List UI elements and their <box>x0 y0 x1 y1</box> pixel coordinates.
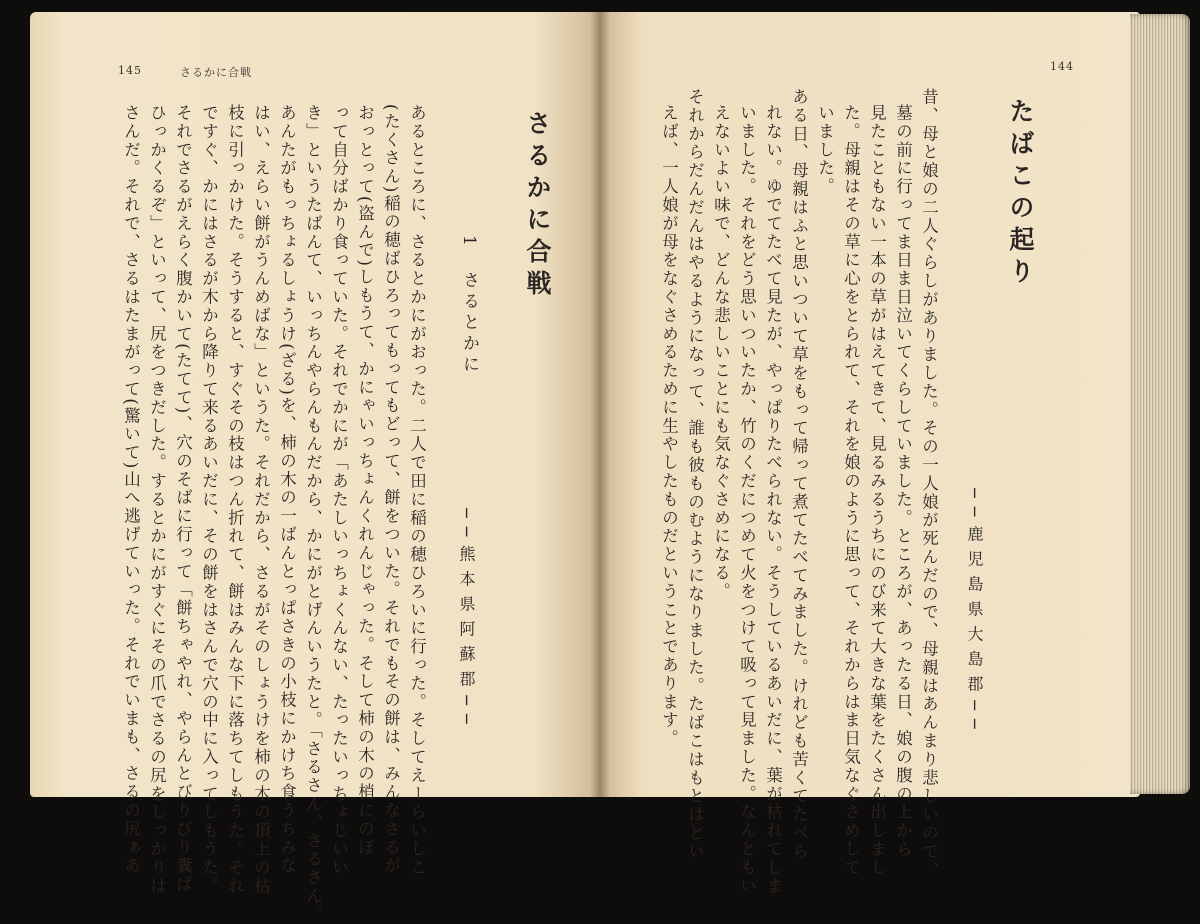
text-line-left: あんたがもっちょるしょうけ(ざる)を、柿の木の一ばんとっぱさきの小枝にかけち食うちみな <box>277 104 297 876</box>
story-title-right: たばこの起り <box>1006 98 1035 290</box>
text-line-right: それからだんだんはやるようになって、誰も彼ものむようになりました。たばこはもとはとい <box>685 88 705 861</box>
running-header-left: さるかに合戦 <box>180 66 252 79</box>
page-number-right: 144 <box>1050 60 1074 73</box>
text-line-right: えないよい味で、どんな悲しいことにも気なぐさめになる。 <box>711 104 731 601</box>
text-line-left: (たくさん)稲の穂ばひろってもってもどって、餅をついた。それでもその餅は、みんなさるが <box>381 104 401 876</box>
page-edges <box>1130 14 1190 794</box>
text-line-right: いました。 <box>815 104 835 196</box>
text-line-left: あるところに、さるとかにがおった。二人で田に稲の穂ひろいに行った。そしてえーらいしこ <box>407 104 427 877</box>
place-attribution-right: ──鹿児島県大島郡── <box>965 488 984 738</box>
text-line-right: れない。ゆでてたべて見たが、やっぱりたべられない。そうしているあいだに、葉が枯れてしま <box>763 104 783 896</box>
text-line-right: えば、一人娘が母をなぐさめるために生やしたものだということであります。 <box>659 104 679 748</box>
text-line-left: って自分ばかり食っていた。それでかにが「あたしいっちょくんない、たったいっちょじいい <box>329 104 349 877</box>
text-line-right: 昔、母と娘の二人ぐらしがありました。その一人娘が死んだので、母親はあんまり悲しいので、 <box>919 88 939 880</box>
text-line-left: おっとって(盗んで)しもうて、かにゃいっちょんくれんじゃった。そして柿の木の梢にのぼ <box>355 104 375 857</box>
text-line-right: ある日、母親はふと思いついて草をもって帰って煮てたべてみました。けれども苦くてたべら <box>789 88 809 861</box>
text-line-right: 墓の前に行ってま日ま日泣いてくらしていました。ところが、あったる日、娘の腹の上から <box>893 104 913 859</box>
page-number-left: 145 <box>118 64 142 77</box>
text-line-left: き」というたばんて、いっちんやらんもんだから、かにがとげんいうたと。「さるさん、さるさん。 <box>303 104 323 924</box>
text-line-left: ひっかくるぞ」といって、尻をつきだした。するとかにがすぐにその爪でさるの尻をしっかりは <box>147 104 167 896</box>
text-line-left: はい、えらい餅がうんめばな」というた。それだから、さるがそのしょうけを柿の木の頂上の枯 <box>251 104 271 896</box>
text-line-left: ですぐ、かにはさるが木から降りて来るあいだに、その餅をはさんで穴の中に入ってしもうた。 <box>199 104 219 896</box>
section-heading-left: 1 さるとかに <box>459 235 479 376</box>
story-title-left: さるかに合戦 <box>523 110 552 302</box>
place-attribution-left: ──熊本県阿蘇郡── <box>457 508 476 733</box>
text-line-left: 枝に引っかけた。そうすると、すぐその枝はつん折れて、餅はみんな下に落ちてしもうた。それ <box>225 104 245 896</box>
text-line-left: それでさるがえらく腹かいて(たてて)、穴のそばに行って「餅ちゃやれ、やらんとびりびり糞ば <box>173 104 193 894</box>
book-gutter <box>590 12 610 797</box>
text-line-right: 見たこともない一本の草がはえてきて、見るみるうちにのび来て大きな葉をたくさん出しまし <box>867 104 887 877</box>
text-line-right: た。母親はその草に心をとられて、それを娘のように思って、それからはま日気なぐさめして <box>841 104 861 877</box>
text-line-right: いました。それをどう思いついたか、竹のくだにつめて火をつけて吸って見ました。なんともい <box>737 104 757 896</box>
text-line-left: さんだ。それで、さるはたまがって(驚いて)山へ逃げていった。それでいまも、さるの尻ぁあ <box>121 104 141 876</box>
